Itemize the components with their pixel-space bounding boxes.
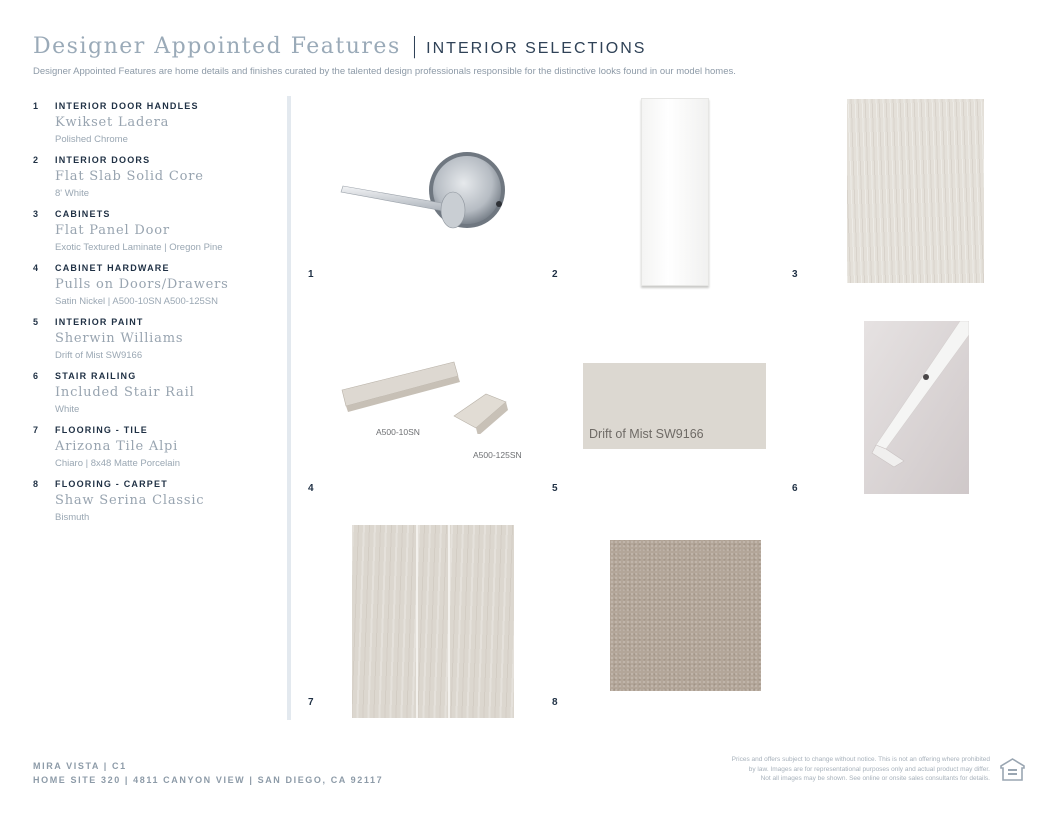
selection-category: FLOORING - TILE [55,425,148,435]
disclaimer-line: by law. Images are for representational purposes only and actual product may differ. [748,765,990,773]
selection-details: White [55,404,80,415]
selection-number: 7 [33,425,39,435]
selection-number: 6 [33,371,39,381]
selection-category: STAIR RAILING [55,371,137,381]
selection-item [33,207,283,261]
paint-swatch-label: Drift of Mist SW9166 [589,427,704,441]
image-number: 5 [552,483,558,494]
selection-number: 4 [33,263,39,273]
community-name: MIRA VISTA | C1 [33,761,127,771]
selection-item [33,477,283,531]
selection-category: CABINETS [55,209,111,219]
image-number: 8 [552,697,558,708]
selection-details: Chiaro | 8x48 Matte Porcelain [55,458,180,469]
selection-item [33,261,283,315]
title-separator: | [410,34,419,59]
hardware-label: A500-10SN [376,427,420,437]
image-number: 7 [308,697,314,708]
cabinet-pulls-image [336,354,536,464]
hardware-label: A500-125SN [473,450,522,460]
selection-product: Sherwin Williams [55,331,184,346]
door-handle-image [335,148,515,238]
image-number: 3 [792,269,798,280]
selection-product: Pulls on Doors/Drawers [55,277,229,292]
carpet-image [610,540,761,691]
divider-line [287,96,291,720]
cabinet-laminate-image [847,99,984,283]
page-subtitle: INTERIOR SELECTIONS [426,40,647,57]
home-site-address: HOME SITE 320 | 4811 CANYON VIEW | SAN DIEGO, CA 92117 [33,775,384,785]
page-description: Designer Appointed Features are home details and finishes curated by the talented design professionals responsible for the distinctive looks found in our model homes. [33,66,736,77]
selection-details: 8' White [55,188,90,199]
selection-number: 5 [33,317,39,327]
selection-number: 2 [33,155,39,165]
selection-category: INTERIOR DOORS [55,155,151,165]
selection-item [33,315,283,369]
selection-details: Bismuth [55,512,90,523]
image-number: 1 [308,269,314,280]
equal-housing-opportunity-icon [1000,758,1025,782]
selection-product: Flat Slab Solid Core [55,169,204,184]
selection-details: Exotic Textured Laminate | Oregon Pine [55,242,223,253]
image-number: 2 [552,269,558,280]
selection-category: FLOORING - CARPET [55,479,168,489]
selection-product: Shaw Serina Classic [55,493,205,508]
selection-product: Included Stair Rail [55,385,195,400]
white-door-image [641,98,709,286]
selection-details: Satin Nickel | A500-10SN A500-125SN [55,296,219,307]
selections-list [33,99,283,531]
selection-category: INTERIOR DOOR HANDLES [55,101,199,111]
selection-product: Flat Panel Door [55,223,170,238]
stair-rail-image [864,321,969,494]
selection-product: Arizona Tile Alpi [55,439,179,454]
page-title: Designer Appointed Features [33,34,401,59]
tile-image [352,525,514,718]
selection-number: 1 [33,101,39,111]
image-number: 6 [792,483,798,494]
selection-number: 3 [33,209,39,219]
footer-address-block [33,759,383,787]
selection-item [33,369,283,423]
selection-details: Polished Chrome [55,134,128,145]
image-number: 4 [308,483,314,494]
page-header [33,34,646,59]
legal-disclaimer [660,755,990,784]
paint-swatch-image [583,363,766,449]
disclaimer-line: Not all images may be shown. See online or onsite sales consultants for details. [760,775,990,782]
selection-category: INTERIOR PAINT [55,317,144,327]
selection-item [33,423,283,477]
selection-item [33,99,283,153]
selection-item [33,153,283,207]
selection-number: 8 [33,479,39,489]
disclaimer-line: Prices and offers subject to change without notice. This is not an offering where prohibited [731,756,990,763]
selection-category: CABINET HARDWARE [55,263,170,273]
selection-product: Kwikset Ladera [55,115,170,130]
selection-details: Drift of Mist SW9166 [55,350,143,361]
